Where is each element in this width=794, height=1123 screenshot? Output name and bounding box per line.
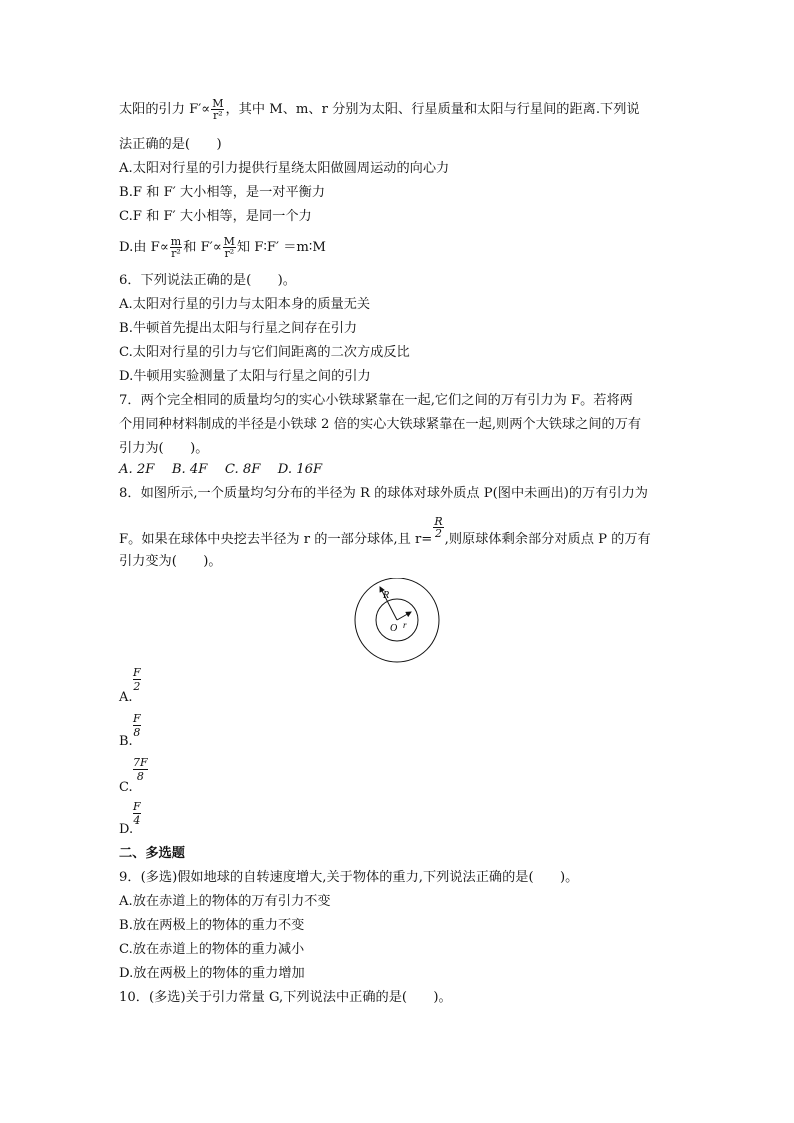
fraction-M-over-r2 (211, 98, 224, 121)
q6-stem: 6．下列说法正确的是( )。 (119, 273, 296, 288)
q5-option-c: C.F 和 F′ 大小相等，是同一个力 (119, 209, 312, 224)
q5-stem-line1 (119, 98, 640, 121)
radius-r-arrow (397, 612, 411, 620)
q8-option-c-label: C. (119, 780, 133, 795)
q10-stem: 10．(多选)关于引力常量 G,下列说法中正确的是( )。 (119, 990, 452, 1005)
label-O: O (390, 623, 398, 634)
label-R: R (383, 590, 390, 601)
q8-option-d-label: D. (119, 822, 134, 837)
q7-stem-line3: 引力为( )。 (119, 441, 209, 456)
denominator: 8 (133, 726, 141, 739)
q7-stem-line1: 7．两个完全相同的质量均匀的实心小铁球紧靠在一起,它们之间的万有引力为 F。若将两 (119, 393, 633, 408)
numerator: R (434, 515, 443, 528)
q5-d-text-a: D.由 F∝ (119, 240, 169, 255)
denominator: 2 (434, 527, 442, 540)
q8-stem-line3: 引力变为( )。 (119, 554, 222, 569)
q6-option-b: B.牛顿首先提出太阳与行星之间存在引力 (119, 321, 358, 336)
fraction-m-over-r2 (170, 236, 182, 259)
q9-stem: 9．(多选)假如地球的自转速度增大,关于物体的重力,下列说法正确的是( )。 (119, 870, 579, 885)
denominator: 8 (133, 769, 148, 783)
proportional-symbol: ∝ (201, 102, 211, 117)
q9-option-a: A.放在赤道上的物体的万有引力不变 (119, 894, 331, 909)
q9-option-c: C.放在赤道上的物体的重力减小 (119, 942, 305, 957)
q5-text-b: ，其中 M、m、r 分别为太阳、行星质量和太阳与行星间的距离.下列说 (225, 102, 640, 117)
numerator: F (133, 800, 141, 813)
q6-option-c: C.太阳对行星的引力与它们间距离的二次方成反比 (119, 345, 410, 360)
q9-option-b: B.放在两极上的物体的重力不变 (119, 918, 305, 933)
denominator: 4 (133, 814, 141, 827)
q8-option-c-fraction (133, 756, 148, 783)
q9-option-d: D.放在两极上的物体的重力增加 (119, 966, 305, 981)
section-title-multiple-choice: 二、多选题 (119, 846, 185, 861)
q8-stem-line2 (119, 515, 651, 551)
proportional-symbol: ∝ (212, 240, 222, 255)
sphere-figure (347, 578, 447, 678)
q8-text-b: ,则原球体剩余部分对质点 P 的万有 (444, 532, 651, 547)
numerator: F (133, 666, 141, 679)
numerator: m (170, 235, 182, 248)
q6-option-a: A.太阳对行星的引力与太阳本身的质量无关 (119, 297, 371, 312)
numerator: M (223, 235, 235, 248)
q8-option-b-fraction (133, 712, 141, 739)
q8-option-d-fraction (133, 800, 141, 827)
q5-d-text-c: 知 F∶F′ ＝m∶M (236, 240, 326, 255)
denominator: r² (171, 247, 181, 260)
q8-option-a-fraction (133, 666, 141, 693)
q7-options: A. 2F B. 4F C. 8F D. 16F (119, 462, 323, 477)
numerator: M (212, 97, 224, 110)
q5-option-d (119, 236, 326, 259)
q8-option-b-label: B. (119, 734, 133, 749)
denominator: r² (224, 247, 235, 260)
denominator: 2 (133, 680, 141, 693)
q6-option-d: D.牛顿用实验测量了太阳与行星之间的引力 (119, 369, 371, 384)
fraction-M-over-r2 (223, 236, 236, 259)
q8-stem-line1: 8．如图所示,一个质量均匀分布的半径为 R 的球体对球外质点 P(图中未画出)的万有引力为 (119, 486, 648, 501)
q5-stem-line2: 法正确的是( ) (119, 137, 222, 152)
q5-option-a: A.太阳对行星的引力提供行星绕太阳做圆周运动的向心力 (119, 161, 450, 176)
q5-text-a: 太阳的引力 F′ (119, 102, 202, 117)
q8-text-a: F。如果在球体中央挖去半径为 r 的一部分球体,且 r= (119, 532, 433, 547)
q8-option-a-label: A. (119, 690, 133, 705)
numerator: 7F (133, 756, 148, 769)
label-r: r (403, 620, 407, 630)
numerator: F (133, 712, 141, 725)
q5-option-b: B.F 和 F′ 大小相等，是一对平衡力 (119, 185, 326, 200)
q7-stem-line2: 个用同种材料制成的半径是小铁球 2 倍的实心大铁球紧靠在一起,则两个大铁球之间的万有 (119, 417, 642, 432)
denominator: r² (213, 109, 223, 122)
q5-d-text-b: 和 F′ (183, 240, 213, 255)
fraction-R-over-2 (433, 516, 443, 539)
